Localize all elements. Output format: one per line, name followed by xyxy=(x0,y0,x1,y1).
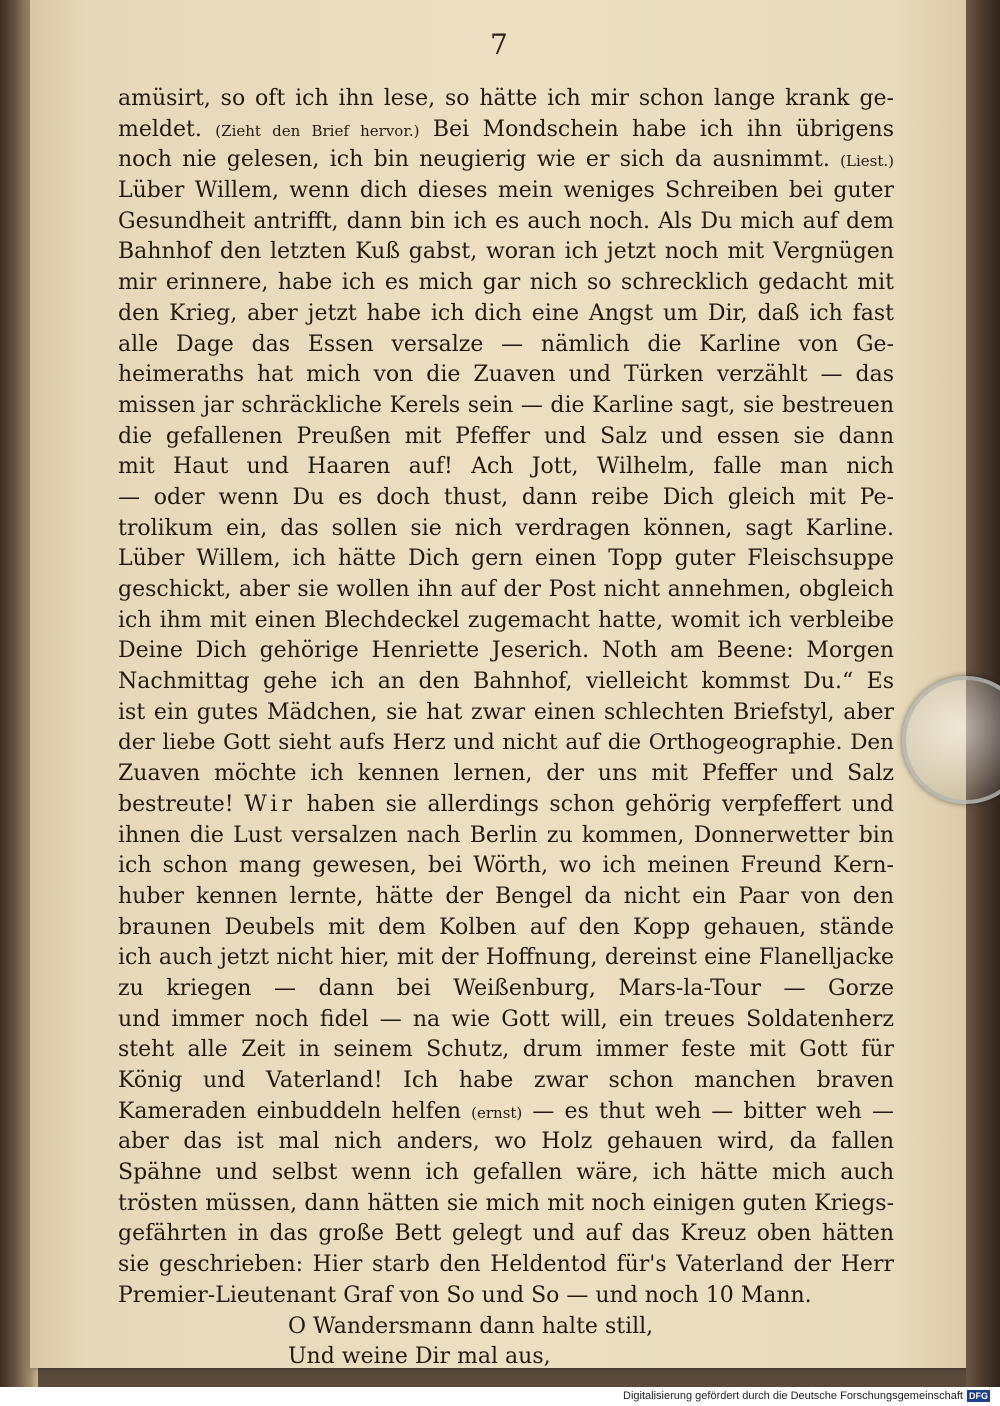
text-line xyxy=(118,84,894,115)
line-text: Premier-Lieutenant Graf von So und So — und noch 10 Mann. xyxy=(118,1282,812,1308)
line-text: noch nie gelesen, ich bin neugierig wie er sich da ausnimmt. xyxy=(118,147,830,173)
line-text: trolikum ein, das sollen sie nich verdragen können, sagt Karline. xyxy=(118,515,894,541)
text-line xyxy=(118,1189,894,1220)
line-text: und immer noch fidel — na wie Gott will, ein treues Soldatenherz xyxy=(118,1006,894,1032)
text-line xyxy=(118,882,894,913)
text-line xyxy=(118,728,894,759)
text-line xyxy=(118,1066,894,1097)
text-line xyxy=(118,268,894,299)
text-line xyxy=(118,790,894,821)
line-text: König und Vaterland! Ich habe zwar schon manchen braven xyxy=(118,1068,894,1093)
body-text xyxy=(118,84,894,1373)
line-text: Lüber Willem, ich hätte Dich gern einen Topp guter Fleischsuppe xyxy=(118,546,894,572)
dfg-logo: DFG xyxy=(969,1391,988,1401)
line-text: ich ihm mit einen Blechdeckel zugemacht hatte, womit ich verbleibe xyxy=(118,607,894,633)
line-text-continued: haben sie allerdings schon gehörig verpfeffert und xyxy=(306,791,895,817)
stage-direction: (Zieht den Brief hervor.) xyxy=(215,121,420,140)
line-text-continued: Bei Mondschein habe ich ihn übrigens xyxy=(432,116,894,142)
line-text: — oder wenn Du es doch thust, dann reibe Dich gleich mit Pe- xyxy=(118,484,894,510)
text-line xyxy=(118,360,894,391)
line-text: geschickt, aber sie wollen ihn auf der Post nicht annehmen, obgleich xyxy=(118,577,894,602)
line-text: Bahnhof den letzten Kuß gabst, woran ich jetzt noch mit Vergnügen xyxy=(118,239,894,265)
line-text: missen jar schräckliche Kerels sein — die Karline sagt, sie bestreuen xyxy=(118,392,894,418)
text-line xyxy=(118,667,894,698)
text-line xyxy=(118,974,894,1005)
text-line xyxy=(118,759,894,790)
line-text: ist ein gutes Mädchen, sie hat zwar einen schlechten Briefstyl, aber xyxy=(118,699,894,725)
line-text: Zuaven möchte ich kennen lernen, der uns mit Pfeffer und Salz xyxy=(118,761,894,787)
text-line xyxy=(118,422,894,453)
verse-line: Und weine Dir mal aus, xyxy=(288,1344,551,1370)
line-text: zu kriegen — dann bei Weißenburg, Mars-la-Tour — Gorze xyxy=(118,975,894,1001)
text-line xyxy=(118,207,894,238)
digitization-credit xyxy=(623,1390,990,1402)
text-line xyxy=(118,1281,894,1312)
text-line xyxy=(118,1035,894,1066)
text-line xyxy=(118,237,894,268)
text-line xyxy=(118,176,894,207)
line-text: ich auch jetzt nicht hier, mit der Hoffnung, dereinst eine Flanelljacke xyxy=(118,945,894,971)
text-line xyxy=(118,943,894,974)
text-line xyxy=(118,636,894,667)
text-line xyxy=(118,1127,894,1158)
line-text: braunen Deubels mit dem Kolben auf den Kopp gehauen, stände xyxy=(118,914,894,940)
text-line xyxy=(118,1005,894,1036)
text-line xyxy=(118,452,894,483)
stage-direction: (ernst) xyxy=(471,1103,523,1122)
text-line xyxy=(118,544,894,575)
line-text: Lüber Willem, wenn dich dieses mein weniges Schreiben bei guter xyxy=(118,178,894,204)
line-text-continued: — es thut weh — bitter weh — xyxy=(532,1098,894,1124)
line-text: ihnen die Lust versalzen nach Berlin zu kommen, Donnerwetter bin xyxy=(118,822,894,848)
text-line xyxy=(118,514,894,545)
page-number: 7 xyxy=(490,28,509,61)
text-line xyxy=(118,1219,894,1250)
line-text: trösten müssen, dann hätten sie mich mit noch einigen guten Kriegs- xyxy=(118,1190,894,1216)
line-text: ich schon mang gewesen, bei Wörth, wo ich meinen Freund Kern- xyxy=(118,853,894,879)
text-line xyxy=(118,606,894,637)
text-line xyxy=(118,145,894,176)
text-line xyxy=(118,698,894,729)
line-text: Nachmittag gehe ich an den Bahnhof, vielleicht kommst Du.“ Es xyxy=(118,669,894,695)
text-line xyxy=(118,575,894,606)
text-line xyxy=(118,391,894,422)
line-text: alle Dage das Essen versalze — nämlich die Karline von Ge- xyxy=(118,331,894,357)
line-text: aber das ist mal nich anders, wo Holz gehauen wird, da fallen xyxy=(118,1129,894,1155)
line-text: huber kennen lernte, hätte der Bengel da nicht ein Paar von den xyxy=(118,883,894,909)
line-text: mit Haut und Haaren auf! Ach Jott, Wilhelm, falle man nich xyxy=(118,454,894,480)
text-line xyxy=(118,330,894,361)
emphasized-word: Wir xyxy=(244,791,296,817)
line-text: Spähne und selbst wenn ich gefallen wäre, ich hätte mich auch xyxy=(118,1160,894,1186)
line-text: bestreute! xyxy=(118,791,234,817)
text-line xyxy=(118,299,894,330)
line-text: Kameraden einbuddeln helfen xyxy=(118,1098,462,1124)
text-line xyxy=(118,821,894,852)
credit-text: Digitalisierung gefördert durch die Deutsche Forschungsgemeinschaft xyxy=(623,1390,963,1402)
line-text: steht alle Zeit in seinem Schutz, drum immer feste mit Gott für xyxy=(118,1037,894,1063)
line-text: Deine Dich gehörige Henriette Jeserich. Noth am Beene: Morgen xyxy=(118,638,894,664)
line-text: Gesundheit antrifft, dann bin ich es auch noch. Als Du mich auf dem xyxy=(118,208,894,234)
line-text: der liebe Gott sieht aufs Herz und nicht auf die Orthogeographie. Den xyxy=(118,730,894,756)
text-line xyxy=(118,1158,894,1189)
line-text: heimeraths hat mich von die Zuaven und Türken verzählt — das xyxy=(118,362,894,388)
text-line xyxy=(118,1097,894,1128)
line-text: meldet. xyxy=(118,116,202,142)
text-line xyxy=(118,115,894,146)
line-text: amüsirt, so oft ich ihn lese, so hätte ich mir schon lange krank ge- xyxy=(118,86,894,111)
stage-direction: (Liest.) xyxy=(840,152,894,171)
text-line xyxy=(118,913,894,944)
line-text: mir erinnere, habe ich es mich gar nich so schrecklich gedacht mit xyxy=(118,270,894,296)
line-text: sie geschrieben: Hier starb den Heldentod für's Vaterland der Herr xyxy=(118,1252,894,1278)
text-line xyxy=(118,1250,894,1281)
line-text: gefährten in das große Bett gelegt und auf das Kreuz oben hätten xyxy=(118,1221,894,1247)
line-text: den Krieg, aber jetzt habe ich dich eine Angst um Dir, daß ich fast xyxy=(118,300,894,326)
line-text: die gefallenen Preußen mit Pfeffer und Salz und essen sie dann xyxy=(118,423,894,449)
verse-line: O Wandersmann dann halte still, xyxy=(288,1313,654,1339)
text-line xyxy=(118,851,894,882)
text-line xyxy=(118,483,894,514)
